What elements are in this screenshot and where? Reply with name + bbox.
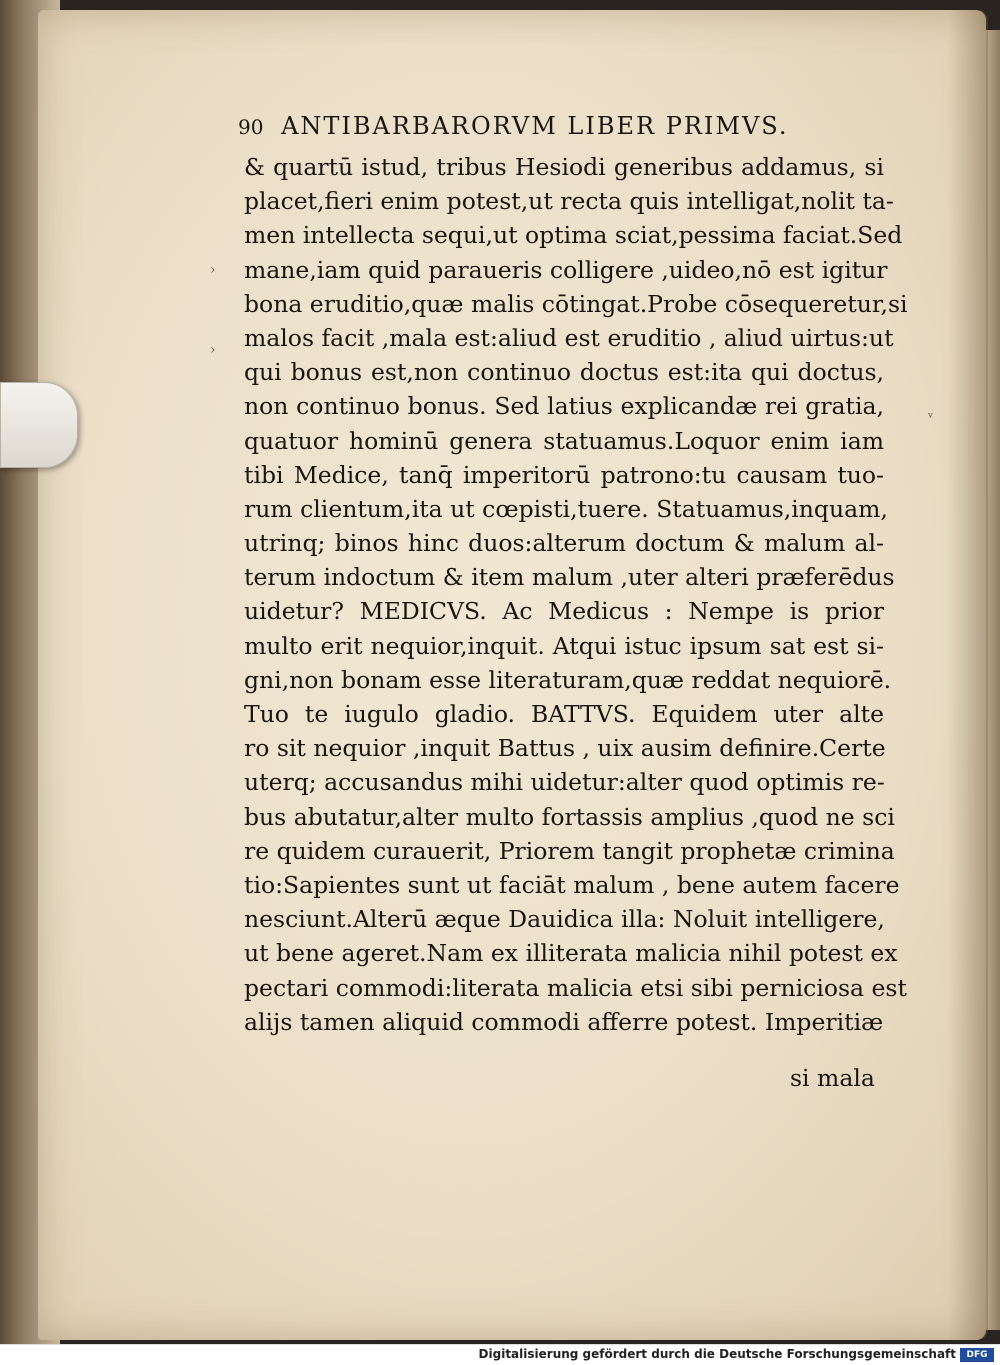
page-gutter-shadow [948, 10, 988, 1340]
margin-mark: ᵛ [928, 410, 934, 426]
text-line: qui bonus est,non continuo doctus est:ita qui doctus, [244, 358, 884, 387]
text-line: ut bene ageret.Nam ex illiterata malicia nihil potest ex [244, 939, 898, 968]
text-line: uterq; accusandus mihi uidetur:alter quod optimis re- [244, 768, 885, 797]
text-line: re quidem curauerit, Priorem tangit prophetæ crimina [244, 836, 895, 865]
running-title: ANTIBARBARORVM LIBER PRIMVS. [281, 112, 789, 140]
text-line: nesciunt.Alterū æque Dauidica illa: Noluit intelligere, [244, 905, 885, 934]
text-line: tibi Medice, tanq̄ imperitorū patrono:tu causam tuo- [244, 460, 884, 489]
funding-credit: Digitalisierung gefördert durch die Deutsche Forschungsgemeinschaft [478, 1347, 956, 1361]
text-line: & quartū istud, tribus Hesiodi generibus addamus, si [244, 153, 884, 181]
text-line: uidetur? MEDICVS. Ac Medicus : Nempe is prior [244, 597, 884, 626]
text-line: men intellecta sequi,ut optima sciat,pessima faciat.Sed [244, 221, 903, 250]
footer-bar [0, 1344, 1000, 1365]
text-block [244, 150, 908, 1039]
catchword: si mala [790, 1064, 875, 1092]
text-line: gni,non bonam esse literaturam,quæ reddat nequiorē. [244, 665, 892, 694]
text-line: quatuor hominū genera statuamus.Loquor enim iam [244, 426, 884, 455]
text-line: alijs tamen aliquid commodi afferre potest. Imperitiæ [244, 1007, 884, 1036]
text-line: bona eruditio,quæ malis cōtingat.Probe cōsequeretur,si [244, 289, 908, 318]
text-line: Tuo te iugulo gladio. BATTVS. Equidem uter alte [244, 700, 884, 728]
text-line: non continuo bonus. Sed latius explicandæ rei gratia, [244, 392, 884, 421]
text-line: pectari commodi:literata malicia etsi sibi perniciosa est [244, 973, 907, 1002]
dfg-logo: DFG [960, 1348, 994, 1362]
text-line: ro sit nequior ,inquit Battus , uix ausim definire.Certe [244, 734, 886, 763]
running-header [238, 112, 789, 140]
page-number: 90 [238, 115, 264, 139]
margin-mark: › [210, 262, 216, 278]
text-line: placet,fieri enim potest,ut recta quis intelligat,nolit ta- [244, 187, 894, 216]
text-line: tio:Sapientes sunt ut faciāt malum , bene autem facere [244, 870, 900, 899]
text-line: bus abutatur,alter multo fortassis amplius ,quod ne sci [244, 802, 895, 831]
text-line: malos facit ,mala est:aliud est eruditio , aliud uirtus:ut [244, 323, 894, 352]
margin-mark: › [210, 342, 216, 358]
text-line: terum indoctum & item malum ,uter alteri præferēdus [244, 563, 895, 592]
text-line: utrinq; binos hinc duos:alterum doctum & malum al- [244, 529, 884, 558]
text-line: multo erit nequior,inquit. Atqui istuc ipsum sat est si- [244, 631, 884, 660]
page-clip-tab [0, 382, 78, 468]
text-line: rum clientum,ita ut cœpisti,tuere. Statuamus,inquam, [244, 494, 888, 523]
text-line: mane,iam quid paraueris colligere ,uideo,nō est igitur [244, 255, 888, 284]
